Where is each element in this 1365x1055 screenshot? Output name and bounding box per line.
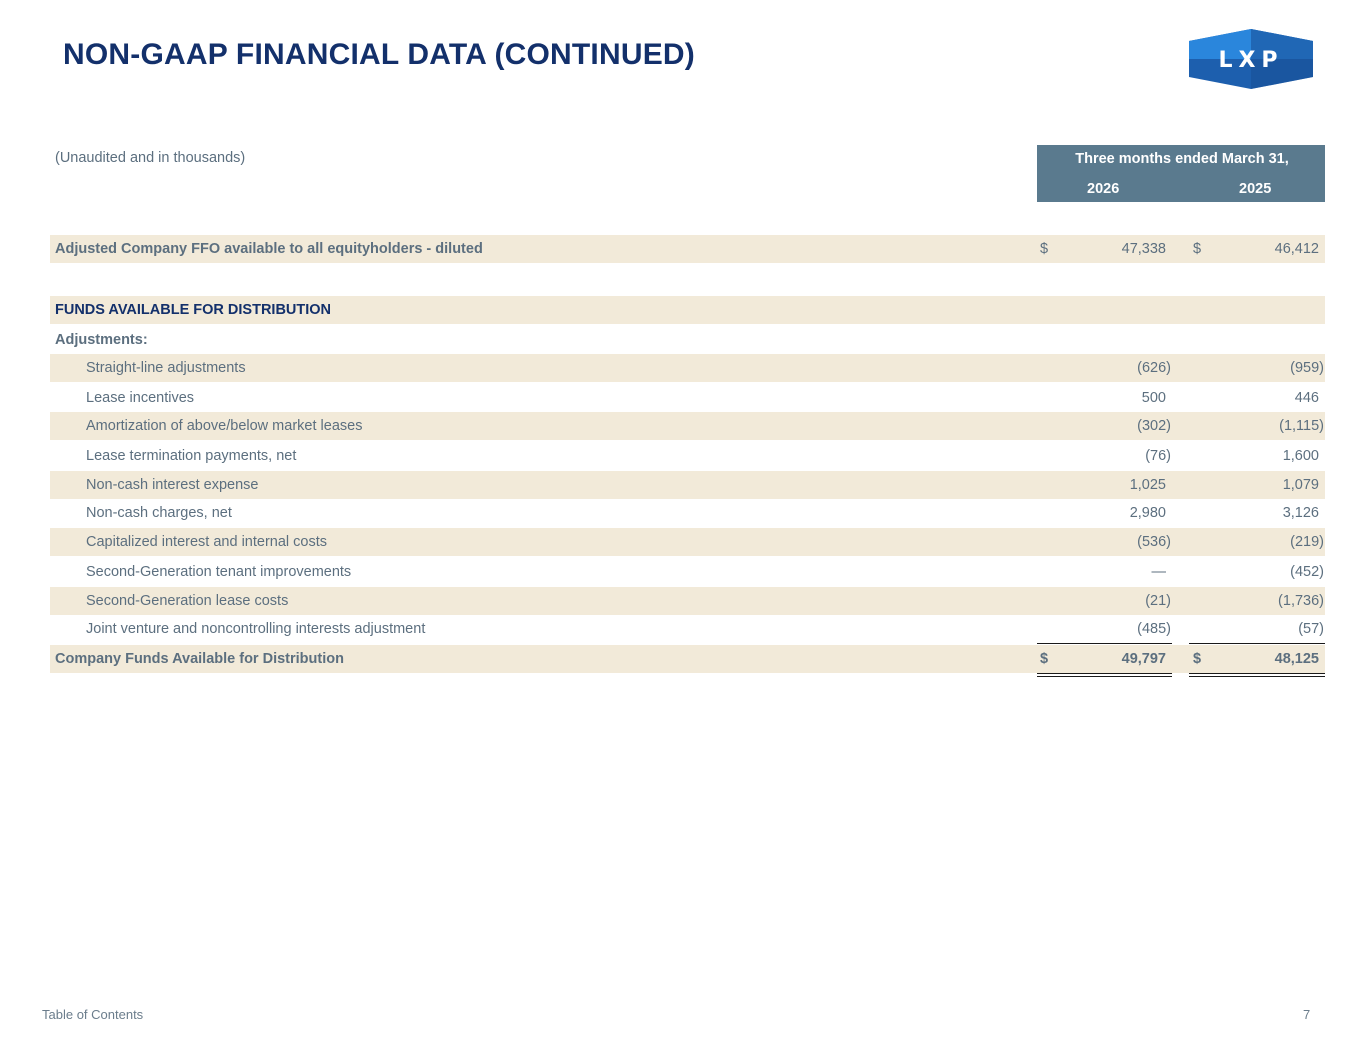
value-2026: (302) <box>1137 418 1171 434</box>
table-row <box>50 354 1325 382</box>
value-2026: (626) <box>1137 360 1171 376</box>
row-label: Lease termination payments, net <box>86 448 297 464</box>
row-label: Company Funds Available for Distribution <box>55 651 344 667</box>
value-2026: 47,338 <box>1121 241 1166 257</box>
page-title: NON-GAAP FINANCIAL DATA (CONTINUED) <box>63 38 695 71</box>
value-2025: 3,126 <box>1282 505 1319 521</box>
table-row <box>50 471 1325 499</box>
subtotal-rule <box>1189 643 1325 644</box>
row-label: Capitalized interest and internal costs <box>86 534 327 550</box>
value-2025: (1,736) <box>1278 593 1324 609</box>
adjustments-heading-row <box>50 326 1325 354</box>
table-row <box>50 499 1325 527</box>
value-2025: 446 <box>1294 390 1319 406</box>
table-row <box>50 587 1325 615</box>
page-number: 7 <box>1303 1007 1311 1022</box>
year-2025-header: 2025 <box>1239 181 1272 197</box>
table-of-contents-link[interactable]: Table of Contents <box>42 1007 144 1022</box>
value-2025: 48,125 <box>1274 651 1319 667</box>
total-double-rule <box>1037 676 1172 677</box>
subtotal-rule <box>1037 643 1172 644</box>
value-2026: — <box>1151 564 1166 580</box>
svg-text:LXP: LXP <box>1218 48 1284 73</box>
row-label: Second-Generation tenant improvements <box>86 564 352 580</box>
currency-symbol: $ <box>1040 651 1049 667</box>
row-label: Joint venture and noncontrolling interests adjustment <box>86 621 426 637</box>
value-2025: 1,600 <box>1282 448 1319 464</box>
value-2026: (76) <box>1145 448 1171 464</box>
value-2025: (959) <box>1290 360 1324 376</box>
value-2026: 1,025 <box>1129 477 1166 493</box>
column-header <box>1037 145 1325 202</box>
adjustments-heading: Adjustments: <box>55 332 148 348</box>
row-label: Lease incentives <box>86 390 195 406</box>
year-2026-header: 2026 <box>1087 181 1120 197</box>
currency-symbol: $ <box>1193 651 1202 667</box>
total-double-rule <box>1189 676 1325 677</box>
value-2025: (219) <box>1290 534 1324 550</box>
total-row <box>50 645 1325 673</box>
row-label: Second-Generation lease costs <box>86 593 289 609</box>
value-2026: 2,980 <box>1129 505 1166 521</box>
currency-symbol: $ <box>1193 241 1202 257</box>
value-2025: (57) <box>1298 621 1324 637</box>
value-2025: 46,412 <box>1274 241 1319 257</box>
total-double-rule <box>1189 673 1325 674</box>
lxp-logo <box>1189 29 1313 89</box>
value-2026: (536) <box>1137 534 1171 550</box>
row-label: Non-cash charges, net <box>86 505 232 521</box>
table-row <box>50 442 1325 470</box>
table-row <box>50 558 1325 586</box>
table-subtitle: (Unaudited and in thousands) <box>55 150 246 166</box>
section-heading: FUNDS AVAILABLE FOR DISTRIBUTION <box>55 302 332 318</box>
value-2025: (1,115) <box>1279 418 1324 434</box>
section-heading-row <box>50 296 1325 324</box>
adjusted-ffo-row <box>50 235 1325 263</box>
value-2026: (21) <box>1145 593 1171 609</box>
value-2026: 500 <box>1141 390 1166 406</box>
table-row <box>50 615 1325 643</box>
row-label: Straight-line adjustments <box>86 360 246 376</box>
row-label: Amortization of above/below market leases <box>86 418 363 434</box>
value-2025: 1,079 <box>1282 477 1319 493</box>
total-double-rule <box>1037 673 1172 674</box>
currency-symbol: $ <box>1040 241 1049 257</box>
value-2026: 49,797 <box>1121 651 1166 667</box>
value-2026: (485) <box>1137 621 1171 637</box>
period-header: Three months ended March 31, <box>1075 151 1289 167</box>
row-label: Non-cash interest expense <box>86 477 259 493</box>
table-row <box>50 384 1325 412</box>
value-2025: (452) <box>1290 564 1324 580</box>
row-label: Adjusted Company FFO available to all equityholders - diluted <box>55 241 483 257</box>
table-row <box>50 412 1325 440</box>
table-row <box>50 528 1325 556</box>
